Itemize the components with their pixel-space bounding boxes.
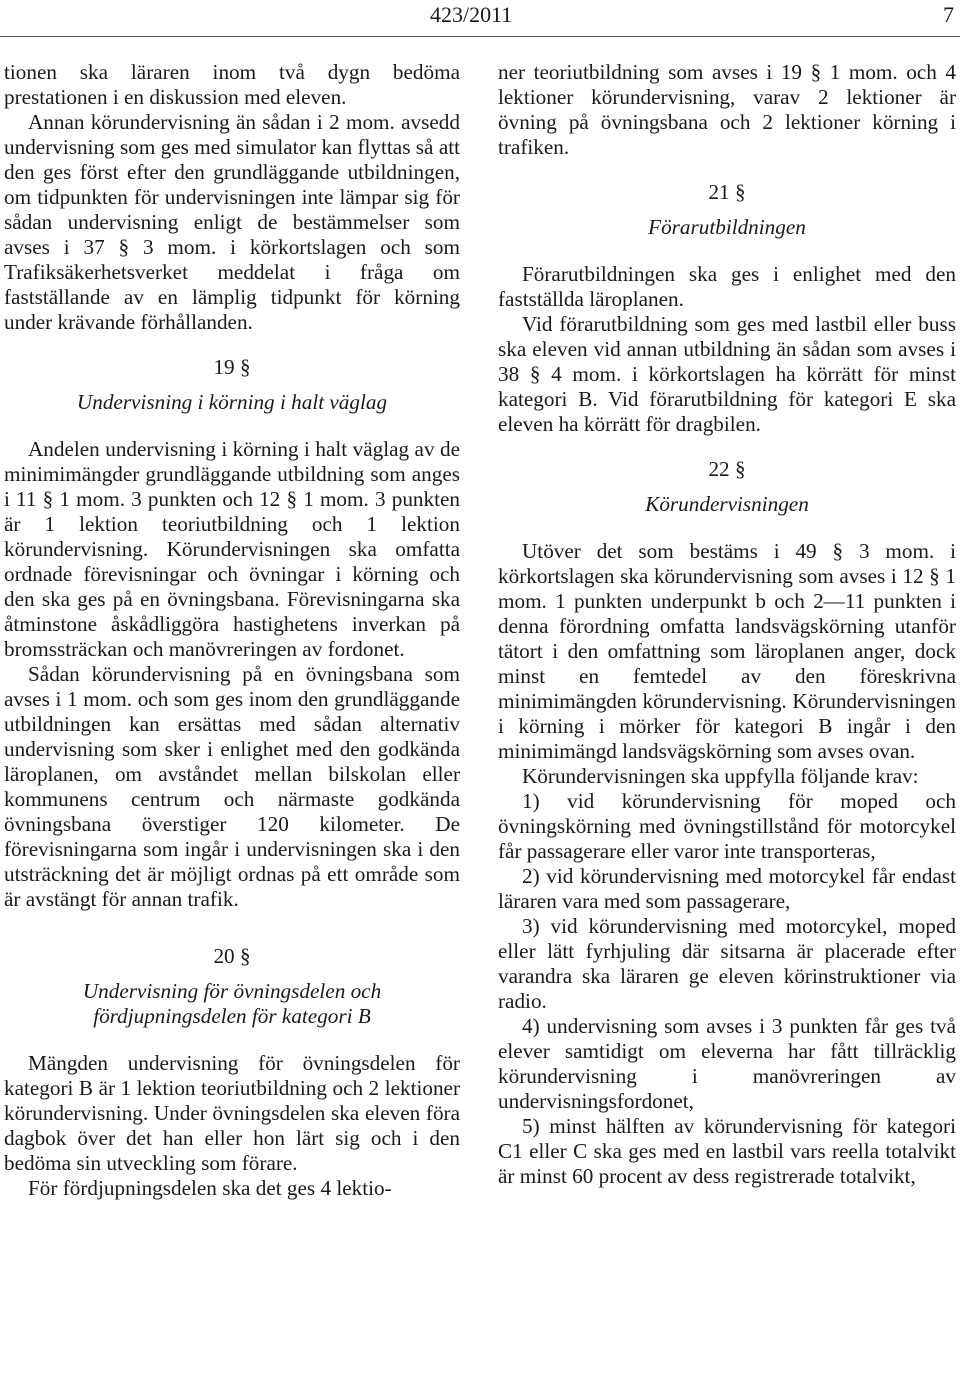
header-rule bbox=[0, 36, 960, 37]
page-number: 7 bbox=[943, 2, 954, 27]
paragraph: ner teoriutbildning som avses i 19 § 1 mom. och 4 lektioner körundervisning, varav 2 lektioner är övning på övningsbana och 2 lektioner körning i trafiken. bbox=[498, 60, 956, 159]
list-item: 2) vid körundervisning med motorcykel får endast läraren vara med som passagerare, bbox=[498, 864, 956, 913]
section-title-19: Undervisning i körning i halt väglag bbox=[76, 390, 388, 414]
paragraph: Förarutbildningen ska ges i enlighet med den fastställda läroplanen. bbox=[498, 262, 956, 311]
paragraph: Utöver det som bestäms i 49 § 3 mom. i körkortslagen ska körundervisning som avses i 12 § 1 mom. 1 punkten underpunkt b och 2—11 punkten i denna förordning omfatta landsvägskörning utanför tätort i den omfattning som läroplanen anger, dock minst en femtedel av den föreskrivna minimimängden körundervisning. Körundervisningen i körning i mörker för kategori B ingår i den minimimängd landsvägskörning som avses ovan. bbox=[498, 539, 956, 763]
left-column bbox=[4, 60, 460, 1201]
list-item: 1) vid körundervisning för moped och övningskörning med övningstillstånd för motorcykel får passagerare eller varor inte transporteras, bbox=[498, 789, 956, 863]
document-number: 423/2011 bbox=[430, 2, 513, 27]
section-title-20: Undervisning för övningsdelen och fördjupningsdelen för kategori B bbox=[82, 979, 382, 1028]
list-item: 4) undervisning som avses i 3 punkten får ges två elever samtidigt om eleverna har fått tillräcklig körundervisning i manövreringen av undervisningsfordonet, bbox=[498, 1014, 956, 1113]
right-column bbox=[498, 60, 956, 1189]
list-item: 5) minst hälften av körundervisning för kategori C1 eller C ska ges med en lastbil vars reella totalvikt är minst 60 procent av dess registrerade totalvikt, bbox=[498, 1114, 956, 1188]
page-header bbox=[0, 0, 960, 30]
paragraph: Mängden undervisning för övningsdelen för kategori B är 1 lektion teoriutbildning och 2 lektioner körundervisning. Under övningsdelen ska eleven föra dagbok över det han eller hon lärt sig och i den bedöma sin utveckling som förare. bbox=[4, 1051, 460, 1175]
paragraph: Andelen undervisning i körning i halt väglag av de minimimängder grundläggande utbildning som anges i 11 § 1 mom. 3 punkten och 12 § 1 mom. 3 punkten är 1 lektion teoriutbildning och 1 lektion körundervisning. Körundervisningen ska omfatta ordnade förevisningar och övningar i körning och den ska ges på en övningsbana. Förevisningarna ska åtminstone åskådliggöra hastighetens inverkan på bromssträckan och manövreringen av fordonet. bbox=[4, 437, 460, 661]
list-item: 3) vid körundervisning med motorcykel, moped eller lätt fyrhjuling där sitsarna är placerade efter varandra ska läraren ge eleven körinstruktioner via radio. bbox=[498, 914, 956, 1013]
section-title-22: Körundervisningen bbox=[645, 492, 809, 516]
paragraph: Körundervisningen ska uppfylla följande krav: bbox=[522, 764, 919, 788]
paragraph: tionen ska läraren inom två dygn bedöma prestationen i en diskussion med eleven. bbox=[4, 60, 460, 109]
section-number-20: 20 § bbox=[213, 944, 251, 968]
paragraph: Sådan körundervisning på en övningsbana som avses i 1 mom. och som ges inom den grundläggande utbildningen kan ersättas med sådan alternativ undervisning som sker i enlighet med den godkända läroplanen, om avståndet mellan bilskolan eller kommunens centrum och närmaste godkända övningsbana överstiger 120 kilometer. De förevisningarna som ingår i undervisningen ska i den utsträckning det är möjligt ordnas på ett område som är avstängt för annan trafik. bbox=[4, 662, 460, 911]
section-number-19: 19 § bbox=[213, 355, 251, 379]
section-number-21: 21 § bbox=[708, 180, 746, 204]
paragraph: För fördjupningsdelen ska det ges 4 lektio- bbox=[28, 1176, 392, 1200]
section-number-22: 22 § bbox=[708, 457, 746, 481]
paragraph: Vid förarutbildning som ges med lastbil eller buss ska eleven vid annan utbildning än sådan som avses i 38 § 4 mom. i körkortslagen ha körrätt för minst kategori B. Vid förarutbildning för kategori E ska eleven ha körrätt för dragbilen. bbox=[498, 312, 956, 436]
paragraph: Annan körundervisning än sådan i 2 mom. avsedd undervisning som ges med simulator kan flyttas så att den ges först efter den grundläggande utbildningen, om tidpunkten för undervisningen inte lämpar sig för sådan undervisning enligt de bestämmelser som avses i 37 § 3 mom. i körkortslagen och som Trafiksäkerhetsverket meddelat i fråga om fastställande av en lämplig tidpunkt för körning under krävande förhållanden. bbox=[4, 110, 460, 334]
section-title-21: Förarutbildningen bbox=[648, 215, 806, 239]
